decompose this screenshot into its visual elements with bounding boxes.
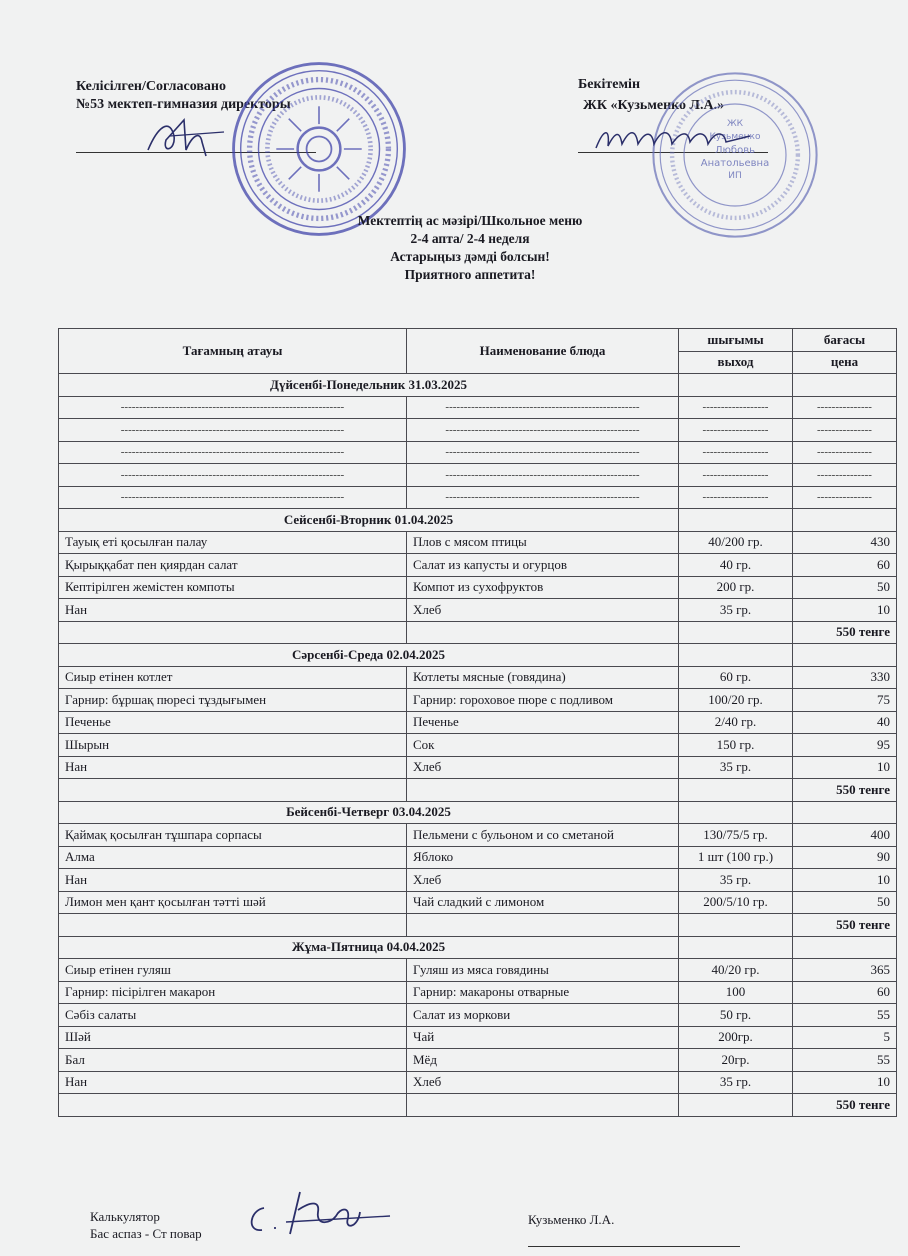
dish-output: 35 гр. xyxy=(679,599,793,622)
dish-name-kz: Нан xyxy=(59,599,407,622)
dash-cell: ------------------ xyxy=(679,396,793,419)
dish-output: 40/20 гр. xyxy=(679,959,793,982)
dish-price: 50 xyxy=(793,576,897,599)
table-row xyxy=(59,464,897,487)
dash-cell: ----------------------------------------------------- xyxy=(407,464,679,487)
empty-cell xyxy=(407,779,679,802)
dish-name-ru: Салат из моркови xyxy=(407,1004,679,1027)
dish-output: 35 гр. xyxy=(679,756,793,779)
dash-cell: ------------------ xyxy=(679,464,793,487)
dish-name-kz: Алма xyxy=(59,846,407,869)
footer-role-1: Калькулятор xyxy=(90,1209,160,1224)
table-row xyxy=(59,441,897,464)
title-line-4: Приятного аппетита! xyxy=(404,267,536,282)
dash-cell: ------------------------------------------------------------- xyxy=(59,486,407,509)
dish-name-kz: Сәбіз салаты xyxy=(59,1004,407,1027)
stamp-line-2: Кузьменко xyxy=(709,132,761,142)
dish-output: 2/40 гр. xyxy=(679,711,793,734)
dish-price: 40 xyxy=(793,711,897,734)
table-row xyxy=(59,554,897,577)
dash-cell: ----------------------------------------------------- xyxy=(407,419,679,442)
director-title: №53 мектеп-гимназия директоры xyxy=(76,97,291,112)
empty-cell xyxy=(679,936,793,959)
table-row xyxy=(59,869,897,892)
dash-cell: ----------------------------------------------------- xyxy=(407,396,679,419)
dish-name-kz: Нан xyxy=(59,869,407,892)
total-row xyxy=(59,779,897,802)
empty-cell xyxy=(679,779,793,802)
dish-output: 200 гр. xyxy=(679,576,793,599)
dish-name-ru: Хлеб xyxy=(407,756,679,779)
dish-output: 60 гр. xyxy=(679,666,793,689)
column-header-ru: Наименование блюда xyxy=(407,329,679,374)
menu-title xyxy=(300,212,640,284)
dish-name-ru: Чай сладкий с лимоном xyxy=(407,891,679,914)
approved-label: Бекітемін xyxy=(578,77,641,92)
dish-name-ru: Чай xyxy=(407,1026,679,1049)
empty-cell xyxy=(679,509,793,532)
empty-cell xyxy=(59,1094,407,1117)
dish-name-ru: Гуляш из мяса говядины xyxy=(407,959,679,982)
table-row xyxy=(59,1004,897,1027)
dish-output: 100/20 гр. xyxy=(679,689,793,712)
dish-price: 430 xyxy=(793,531,897,554)
dish-name-ru: Гарнир: макароны отварные xyxy=(407,981,679,1004)
day-total: 550 тенге xyxy=(793,621,897,644)
approval-label: Келісілген/Согласовано xyxy=(76,79,226,94)
stamp-line-1: ЖК xyxy=(726,119,744,129)
table-row xyxy=(59,486,897,509)
column-header-output-ru: выход xyxy=(679,351,793,374)
dish-price: 55 xyxy=(793,1004,897,1027)
dish-output: 1 шт (100 гр.) xyxy=(679,846,793,869)
empty-cell xyxy=(793,801,897,824)
day-title: Сейсенбі-Вторник 01.04.2025 xyxy=(59,509,679,532)
dish-output: 40 гр. xyxy=(679,554,793,577)
day-total: 550 тенге xyxy=(793,1094,897,1117)
dish-name-kz: Нан xyxy=(59,1071,407,1094)
dash-cell: ------------------------------------------------------------- xyxy=(59,441,407,464)
empty-cell xyxy=(793,936,897,959)
dish-price: 10 xyxy=(793,599,897,622)
empty-cell xyxy=(407,914,679,937)
table-row xyxy=(59,531,897,554)
empty-cell xyxy=(407,621,679,644)
table-header-row xyxy=(59,329,897,352)
dish-name-kz: Сиыр етінен котлет xyxy=(59,666,407,689)
menu-table xyxy=(58,328,897,1117)
dish-price: 330 xyxy=(793,666,897,689)
total-row xyxy=(59,1094,897,1117)
empty-cell xyxy=(793,374,897,397)
column-header-price-kz: бағасы xyxy=(793,329,897,352)
title-line-2: 2-4 апта/ 2-4 неделя xyxy=(410,231,530,246)
dish-output: 150 гр. xyxy=(679,734,793,757)
table-row xyxy=(59,689,897,712)
dish-name-ru: Хлеб xyxy=(407,869,679,892)
stamp-line-3: Любовь xyxy=(714,145,755,156)
title-line-3: Астарыңыз дәмді болсын! xyxy=(390,249,550,264)
dish-name-kz: Қаймақ қосылған тұшпара сорпасы xyxy=(59,824,407,847)
table-row xyxy=(59,1071,897,1094)
dash-cell: --------------- xyxy=(793,464,897,487)
title-line-1: Мектептің ас мәзірі/Школьное меню xyxy=(357,213,583,228)
dish-output: 200гр. xyxy=(679,1026,793,1049)
dash-cell: ------------------------------------------------------------- xyxy=(59,419,407,442)
dash-cell: --------------- xyxy=(793,396,897,419)
day-header-row xyxy=(59,644,897,667)
dish-price: 400 xyxy=(793,824,897,847)
dish-output: 20гр. xyxy=(679,1049,793,1072)
table-row xyxy=(59,824,897,847)
empty-cell xyxy=(59,621,407,644)
footer-name: Кузьменко Л.А. xyxy=(528,1212,615,1227)
footer-role-2: Бас аспаз - Ст повар xyxy=(90,1226,202,1241)
menu-table-body xyxy=(59,374,897,1117)
dish-name-ru: Хлеб xyxy=(407,599,679,622)
empty-cell xyxy=(679,621,793,644)
table-row xyxy=(59,891,897,914)
day-title: Дүйсенбі-Понедельник 31.03.2025 xyxy=(59,374,679,397)
day-total: 550 тенге xyxy=(793,779,897,802)
dish-price: 75 xyxy=(793,689,897,712)
empty-cell xyxy=(679,644,793,667)
dish-name-kz: Печенье xyxy=(59,711,407,734)
director-signature xyxy=(140,106,230,166)
dish-name-kz: Нан xyxy=(59,756,407,779)
dash-cell: --------------- xyxy=(793,419,897,442)
empty-cell xyxy=(679,801,793,824)
table-row xyxy=(59,396,897,419)
day-header-row xyxy=(59,509,897,532)
table-row xyxy=(59,1049,897,1072)
dish-price: 5 xyxy=(793,1026,897,1049)
dash-cell: ----------------------------------------------------- xyxy=(407,441,679,464)
column-header-kz: Тағамның атауы xyxy=(59,329,407,374)
dash-cell: ------------------------------------------------------------- xyxy=(59,396,407,419)
dish-name-ru: Компот из сухофруктов xyxy=(407,576,679,599)
dish-price: 50 xyxy=(793,891,897,914)
company-name: ЖК «Кузьменко Л.А.» xyxy=(583,98,725,113)
dish-name-kz: Гарнир: бұршақ пюресі тұздығымен xyxy=(59,689,407,712)
dish-name-kz: Бал xyxy=(59,1049,407,1072)
dish-output: 35 гр. xyxy=(679,1071,793,1094)
approver-signature xyxy=(590,118,760,158)
total-row xyxy=(59,621,897,644)
dish-price: 60 xyxy=(793,554,897,577)
dash-cell: ----------------------------------------------------- xyxy=(407,486,679,509)
dish-name-ru: Печенье xyxy=(407,711,679,734)
dish-name-kz: Шырын xyxy=(59,734,407,757)
dish-name-kz: Тауық еті қосылған палау xyxy=(59,531,407,554)
dish-name-ru: Яблоко xyxy=(407,846,679,869)
empty-cell xyxy=(407,1094,679,1117)
empty-cell xyxy=(793,644,897,667)
dish-name-kz: Кептірілген жемістен компоты xyxy=(59,576,407,599)
dish-name-kz: Сиыр етінен гуляш xyxy=(59,959,407,982)
table-row xyxy=(59,959,897,982)
dish-output: 35 гр. xyxy=(679,869,793,892)
dish-price: 60 xyxy=(793,981,897,1004)
dish-name-kz: Шәй xyxy=(59,1026,407,1049)
dash-cell: ------------------ xyxy=(679,486,793,509)
dish-name-ru: Плов с мясом птицы xyxy=(407,531,679,554)
empty-cell xyxy=(679,914,793,937)
dish-price: 95 xyxy=(793,734,897,757)
dish-output: 130/75/5 гр. xyxy=(679,824,793,847)
dish-price: 10 xyxy=(793,869,897,892)
empty-cell xyxy=(679,374,793,397)
footer-signature-line xyxy=(528,1246,740,1247)
column-header-output-kz: шығымы xyxy=(679,329,793,352)
day-title: Бейсенбі-Четверг 03.04.2025 xyxy=(59,801,679,824)
stamp-line-5: ИП xyxy=(728,171,742,181)
total-row xyxy=(59,914,897,937)
table-row xyxy=(59,666,897,689)
dash-cell: ------------------------------------------------------------- xyxy=(59,464,407,487)
empty-cell xyxy=(679,1094,793,1117)
dish-name-ru: Гарнир: гороховое пюре с подливом xyxy=(407,689,679,712)
dish-price: 10 xyxy=(793,1071,897,1094)
dish-name-ru: Хлеб xyxy=(407,1071,679,1094)
table-row xyxy=(59,846,897,869)
dish-name-ru: Пельмени с бульоном и со сметаной xyxy=(407,824,679,847)
chef-signature xyxy=(240,1182,400,1242)
dash-cell: ------------------ xyxy=(679,419,793,442)
table-row xyxy=(59,419,897,442)
dish-name-kz: Қырыққабат пен қиярдан салат xyxy=(59,554,407,577)
dish-price: 90 xyxy=(793,846,897,869)
empty-cell xyxy=(59,779,407,802)
table-row xyxy=(59,1026,897,1049)
day-header-row xyxy=(59,374,897,397)
table-row xyxy=(59,576,897,599)
empty-cell xyxy=(793,509,897,532)
dash-cell: --------------- xyxy=(793,486,897,509)
dish-output: 200/5/10 гр. xyxy=(679,891,793,914)
dish-name-kz: Гарнир: пісірілген макарон xyxy=(59,981,407,1004)
dish-output: 100 xyxy=(679,981,793,1004)
day-header-row xyxy=(59,801,897,824)
table-row xyxy=(59,711,897,734)
dish-name-ru: Салат из капусты и огурцов xyxy=(407,554,679,577)
table-row xyxy=(59,599,897,622)
dish-output: 40/200 гр. xyxy=(679,531,793,554)
day-title: Сәрсенбі-Среда 02.04.2025 xyxy=(59,644,679,667)
dish-name-ru: Мёд xyxy=(407,1049,679,1072)
day-header-row xyxy=(59,936,897,959)
dish-name-ru: Котлеты мясные (говядина) xyxy=(407,666,679,689)
table-row xyxy=(59,981,897,1004)
day-total: 550 тенге xyxy=(793,914,897,937)
day-title: Жұма-Пятница 04.04.2025 xyxy=(59,936,679,959)
dash-cell: --------------- xyxy=(793,441,897,464)
column-header-price-ru: цена xyxy=(793,351,897,374)
dish-name-ru: Сок xyxy=(407,734,679,757)
dish-price: 55 xyxy=(793,1049,897,1072)
table-row xyxy=(59,734,897,757)
stamp-line-4: Анатольевна xyxy=(700,158,770,169)
dash-cell: ------------------ xyxy=(679,441,793,464)
dish-price: 365 xyxy=(793,959,897,982)
dish-name-kz: Лимон мен қант қосылған тәтті шәй xyxy=(59,891,407,914)
dish-price: 10 xyxy=(793,756,897,779)
empty-cell xyxy=(59,914,407,937)
dish-output: 50 гр. xyxy=(679,1004,793,1027)
table-row xyxy=(59,756,897,779)
